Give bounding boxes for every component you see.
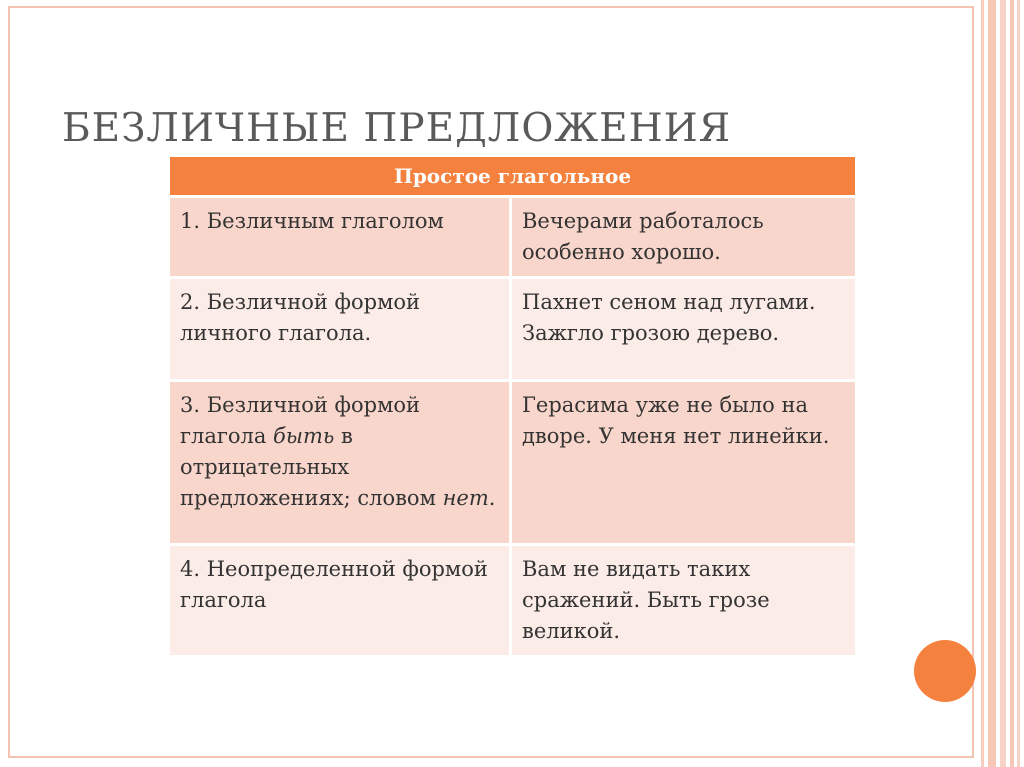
italic-word: быть	[273, 424, 335, 448]
type-cell: 1. Безличным глаголом	[170, 197, 511, 278]
type-text: в отрицательных предложениях; словом	[180, 424, 443, 510]
table-header: Простое глагольное	[170, 157, 855, 197]
decor-circle	[914, 640, 976, 702]
content-table	[170, 157, 855, 658]
decor-stripe	[981, 0, 984, 767]
table-row	[170, 545, 855, 657]
type-cell	[170, 381, 511, 545]
type-text: .	[488, 486, 496, 510]
table-row	[170, 381, 855, 545]
decor-stripe	[1000, 0, 1006, 767]
example-cell: Вечерами работалось особенно хорошо.	[511, 197, 856, 278]
type-cell: 4. Неопределенной формой глагола	[170, 545, 511, 657]
type-text: 3. Безличной формой глагола	[180, 393, 421, 448]
example-cell: Вам не видать таких сражений. Быть грозе великой.	[511, 545, 856, 657]
decor-stripe	[988, 0, 996, 767]
italic-word: нет	[442, 486, 489, 510]
type-cell: 2. Безличной формой личного глагола.	[170, 278, 511, 381]
decor-stripe	[1017, 0, 1020, 767]
table-row	[170, 278, 855, 381]
table-row	[170, 197, 855, 278]
slide-title: БЕЗЛИЧНЫЕ ПРЕДЛОЖЕНИЯ	[62, 106, 732, 151]
example-cell: Пахнет сеном над лугами. Зажгло грозою дерево.	[511, 278, 856, 381]
decor-stripe	[1010, 0, 1014, 767]
example-cell: Герасима уже не было на дворе. У меня нет линейки.	[511, 381, 856, 545]
